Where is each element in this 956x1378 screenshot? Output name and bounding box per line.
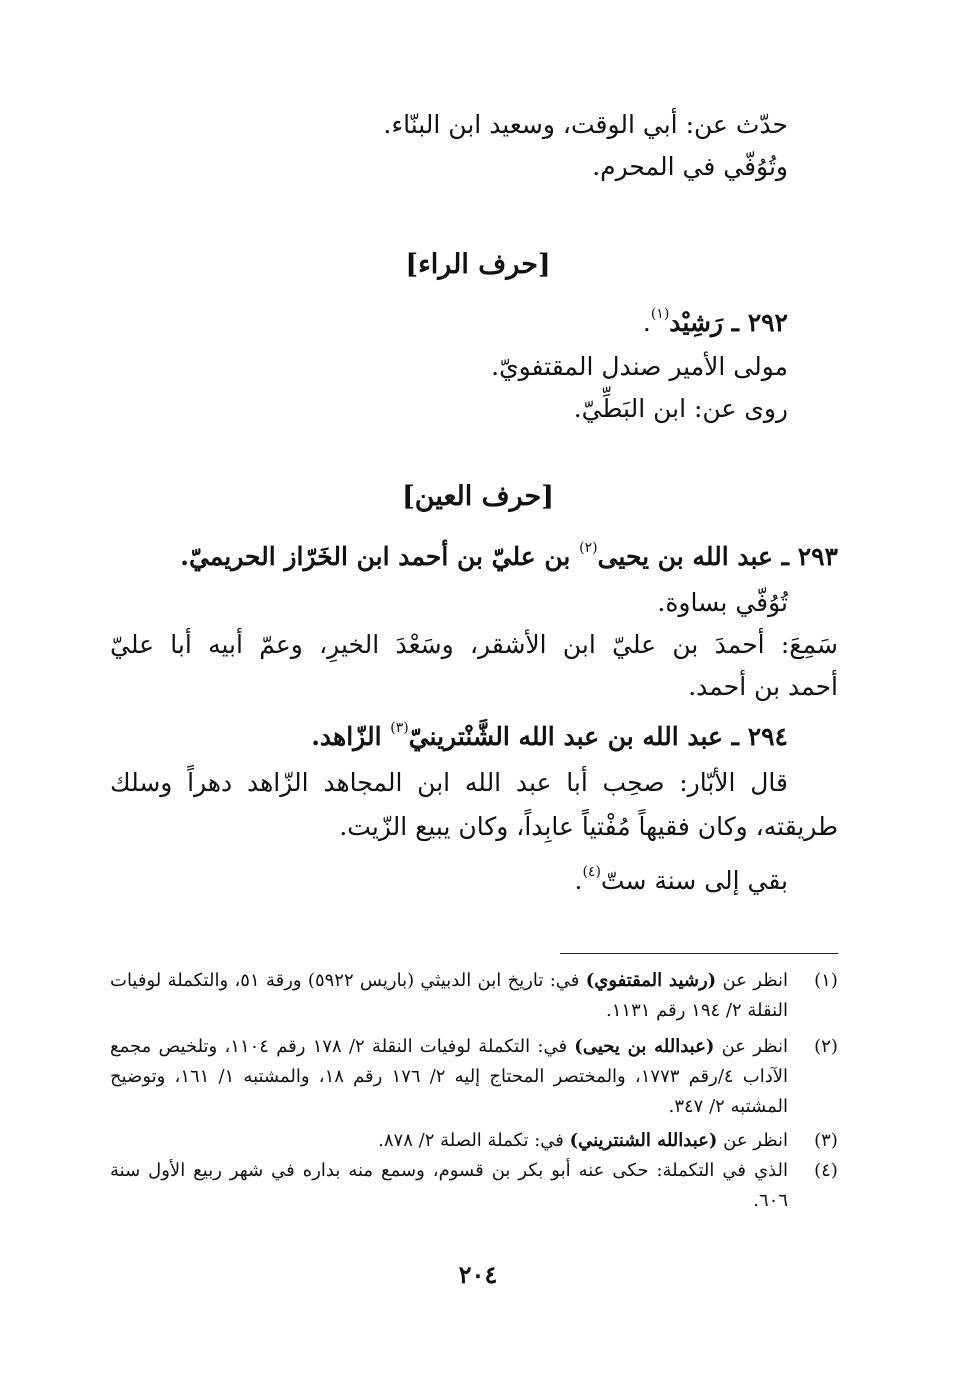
footnote-text: [110, 1126, 788, 1156]
text-line: قال الأبّار: صحِب أبا عبد الله ابن المجاهد الزّاهد دهراً وسلك: [110, 768, 788, 797]
section-heading-ra: [حرف الراء]: [405, 249, 551, 280]
footnote-3: [110, 1126, 844, 1156]
footnote-ref: (٣): [390, 719, 409, 736]
entry-293-title: [110, 540, 838, 574]
entry-title: ٢٩٢ ـ رَشِيْد: [669, 308, 788, 337]
footnote-text: [110, 1156, 788, 1216]
footnote-2: [110, 1032, 844, 1122]
text-line: أحمد بن أحمد.: [688, 672, 838, 701]
text-line: مولى الأمير صندل المقتفويّ.: [491, 352, 788, 381]
footnote-4: [110, 1156, 844, 1216]
entry-title-rest: بن عليّ بن أحمد ابن الخَرّاز الحريميّ.: [180, 542, 580, 571]
footnote-subject: (عبدالله الشنتريني): [569, 1130, 718, 1151]
text-line: طريقته، وكان فقيهاً مُفْتياً عابِداً، وكان يبيع الزّيت.: [339, 812, 838, 841]
entry-292-title: [110, 306, 788, 340]
footnote-text: [110, 1032, 788, 1122]
footnote-body: في: تكملة الصلة ٢/ ٨٧٨.: [378, 1130, 570, 1151]
footnote-number: (٤): [814, 1160, 838, 1181]
text-line: سَمِعَ: أحمدَ بن عليّ ابن الأشقر، وسَعْدَ الخيرِ، وعمّ أبيه أبا عليّ: [110, 630, 838, 659]
page-number: ٢٠٤: [458, 1260, 498, 1289]
entry-title: ٢٩٤ ـ عبد الله بن عبد الله الشَّنْترينيّ: [408, 722, 788, 751]
footnote-1: [110, 966, 844, 1026]
text-line: تُوُفّي بساوة.: [657, 588, 788, 617]
entry-294-title: [110, 720, 788, 754]
text-fragment: .: [574, 866, 583, 895]
footnote-text: [110, 966, 788, 1026]
footnote-body: في: تاريخ ابن الدبيثي (باريس ٥٩٢٢) ورقة ٥١، والتكملة لوفيات النقلة ٢/ ١٩٤ رقم ١١٣١.: [110, 970, 788, 1021]
footnote-prefix: انظر عن: [717, 1130, 788, 1151]
footnote-prefix: انظر عن: [714, 1036, 788, 1057]
footnote-divider: [560, 953, 838, 954]
footnote-body: في: التكملة لوفيات النقلة ٢/ ١٧٨ رقم ١١٠٤، وتلخيص مجمع الآداب ٤/رقم ١٧٧٣، والمختصر المحتاج إليه ٢/ ١٧٦ رقم ١٨، والمشتبه ١/ ١٦١، وتوضيح المشتبه ٢/ ٣٤٧.: [110, 1036, 788, 1117]
footnote-prefix: انظر عن: [716, 970, 788, 991]
text-line: روى عن: ابن البَطِّيّ.: [573, 394, 788, 423]
footnote-ref: (٤): [582, 863, 601, 880]
entry-title-rest: الزّاهد.: [311, 722, 391, 751]
footnote-ref: (٢): [579, 539, 598, 556]
entry-title-end: .: [642, 308, 651, 337]
text-fragment: بقي إلى سنة ستّ: [600, 866, 788, 895]
footnote-number: (٢): [814, 1036, 838, 1057]
footnote-subject: (عبدالله بن يحيى): [574, 1036, 715, 1057]
section-heading-ain: [حرف العين]: [402, 481, 554, 512]
footnote-number: (١): [814, 970, 838, 991]
footnote-ref: (١): [650, 305, 670, 322]
footnote-body: الذي في التكملة: حكى عنه أبو بكر بن قسوم، وسمع منه بداره في شهر ربيع الأول سنة ٦٠٦.: [110, 1160, 788, 1211]
text-line: [110, 864, 788, 898]
footnote-number: (٣): [814, 1130, 838, 1151]
text-line: وتُوُفّي في المحرم.: [592, 152, 788, 181]
entry-title: ٢٩٣ ـ عبد الله بن يحيى: [597, 542, 838, 571]
footnote-subject: (رشيد المقتفوي): [585, 970, 717, 991]
text-line: حدّث عن: أبي الوقت، وسعيد ابن البنّاء.: [383, 110, 788, 139]
